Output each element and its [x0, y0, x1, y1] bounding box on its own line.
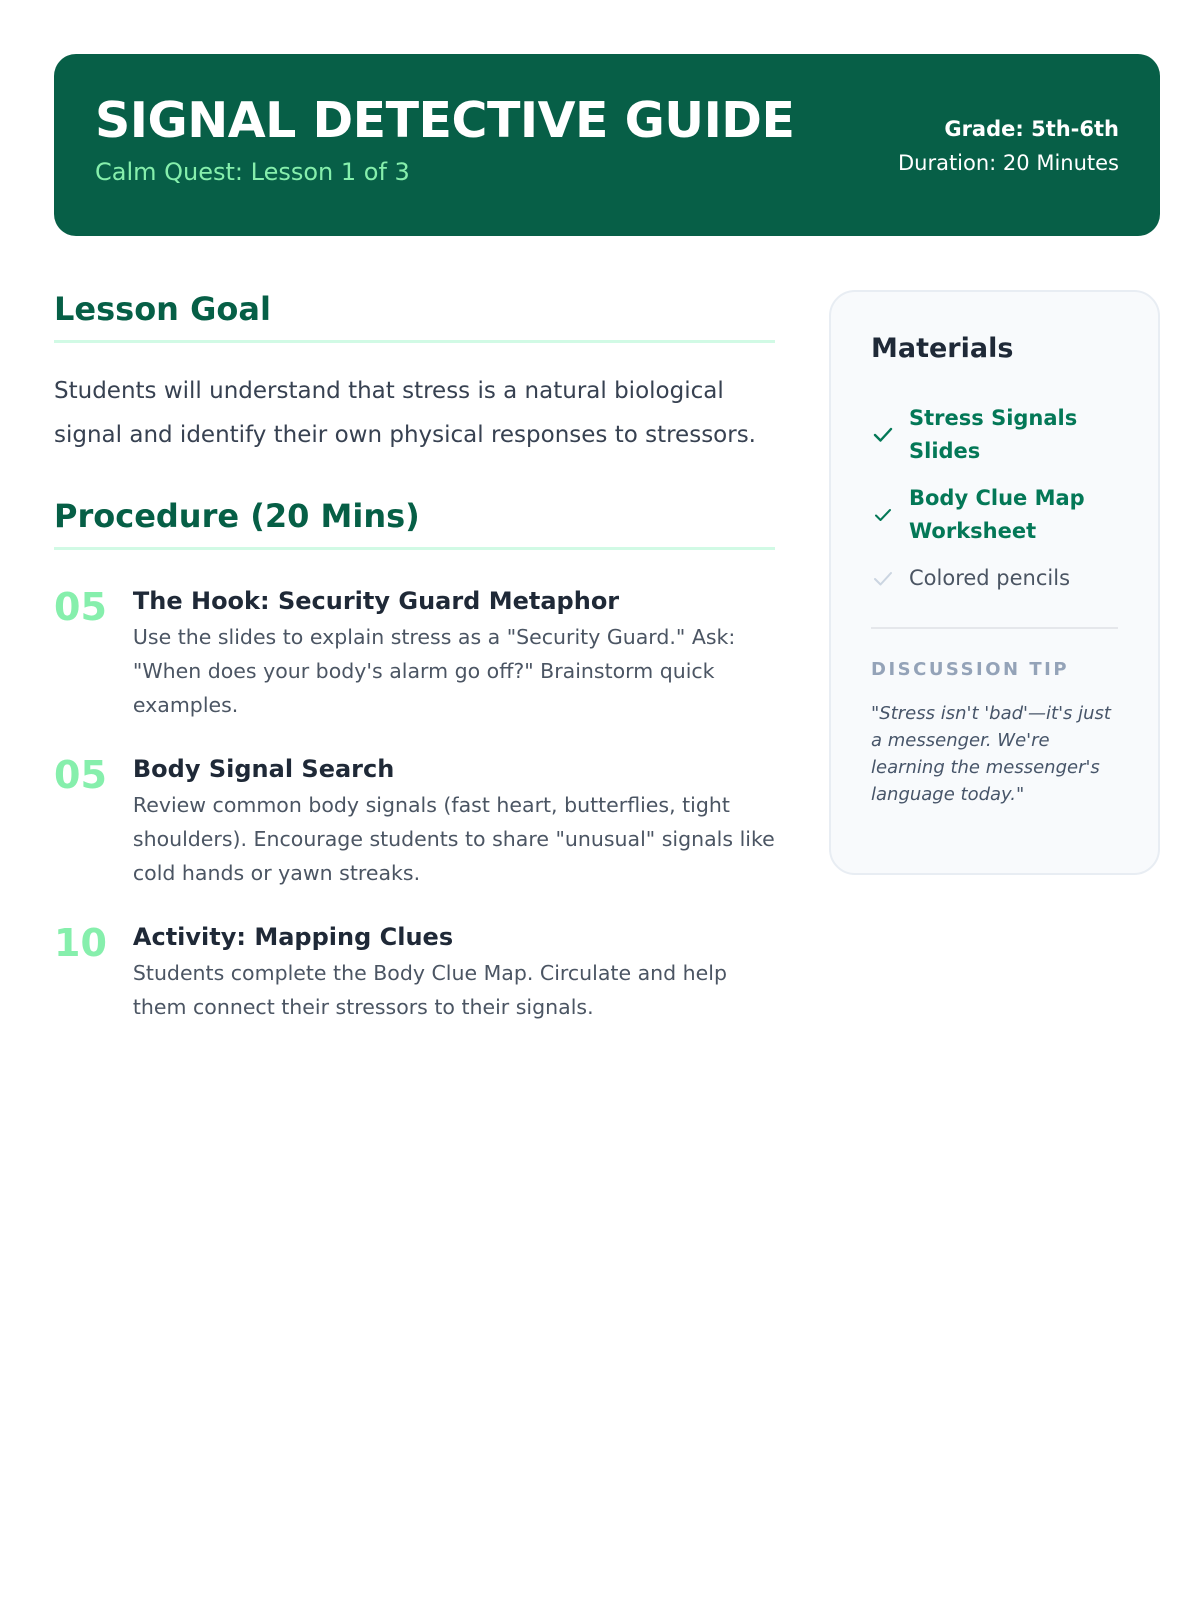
step-minutes: 10	[54, 921, 107, 965]
procedure-section	[54, 497, 775, 1024]
step-title: The Hook: Security Guard Metaphor	[132, 587, 620, 615]
step-minutes: 05	[54, 585, 107, 629]
check-icon	[871, 503, 895, 527]
procedure-step	[54, 752, 775, 890]
lesson-goal-text: Students will understand that stress is a natural biological signal and identify their own physical responses to stressors.	[54, 378, 756, 448]
step-description: Students complete the Body Clue Map. Circulate and help them connect their stressors to their signals.	[132, 961, 727, 1019]
material-item	[871, 402, 1118, 468]
procedure-heading: Procedure (20 Mins)	[54, 497, 775, 550]
step-minutes: 05	[54, 753, 107, 797]
discussion-tip-label: DISCUSSION TIP	[871, 659, 1070, 680]
step-title: Body Signal Search	[132, 755, 395, 783]
header-banner	[54, 54, 1160, 236]
lesson-meta	[898, 112, 1119, 180]
step-body	[133, 752, 775, 890]
material-label: Colored pencils	[909, 566, 1071, 590]
material-item	[871, 482, 1118, 548]
procedure-steps	[54, 584, 775, 1024]
materials-list	[871, 402, 1118, 595]
check-icon	[871, 423, 895, 447]
material-item	[871, 562, 1118, 595]
card-divider	[871, 627, 1118, 629]
step-body	[133, 584, 775, 722]
step-title: Activity: Mapping Clues	[132, 923, 454, 951]
procedure-step	[54, 920, 775, 1024]
lesson-goal-heading: Lesson Goal	[54, 290, 775, 343]
procedure-step	[54, 584, 775, 722]
materials-card	[829, 290, 1160, 875]
grade-level: Grade: 5th-6th	[944, 117, 1119, 141]
material-label: Stress Signals Slides	[909, 406, 1078, 463]
lesson-goal-section	[54, 290, 775, 457]
step-description: Use the slides to explain stress as a "Security Guard." Ask: "When does your body's alarm go off?" Brainstorm quick examples.	[132, 625, 736, 717]
step-description: Review common body signals (fast heart, butterflies, tight shoulders). Encourage students to share "unusual" signals like cold hands or yawn streaks.	[132, 793, 775, 885]
materials-heading: Materials	[871, 333, 1014, 364]
check-icon	[871, 567, 895, 591]
main-content	[54, 290, 775, 1054]
step-body	[133, 920, 775, 1024]
lesson-duration: Duration: 20 Minutes	[897, 151, 1119, 175]
material-label: Body Clue Map Worksheet	[909, 486, 1085, 543]
lesson-subtitle: Calm Quest: Lesson 1 of 3	[95, 158, 410, 186]
discussion-tip-quote: "Stress isn't 'bad'—it's just a messenger. We're learning the messenger's language today."	[871, 703, 1111, 805]
page-title: SIGNAL DETECTIVE GUIDE	[95, 92, 795, 149]
